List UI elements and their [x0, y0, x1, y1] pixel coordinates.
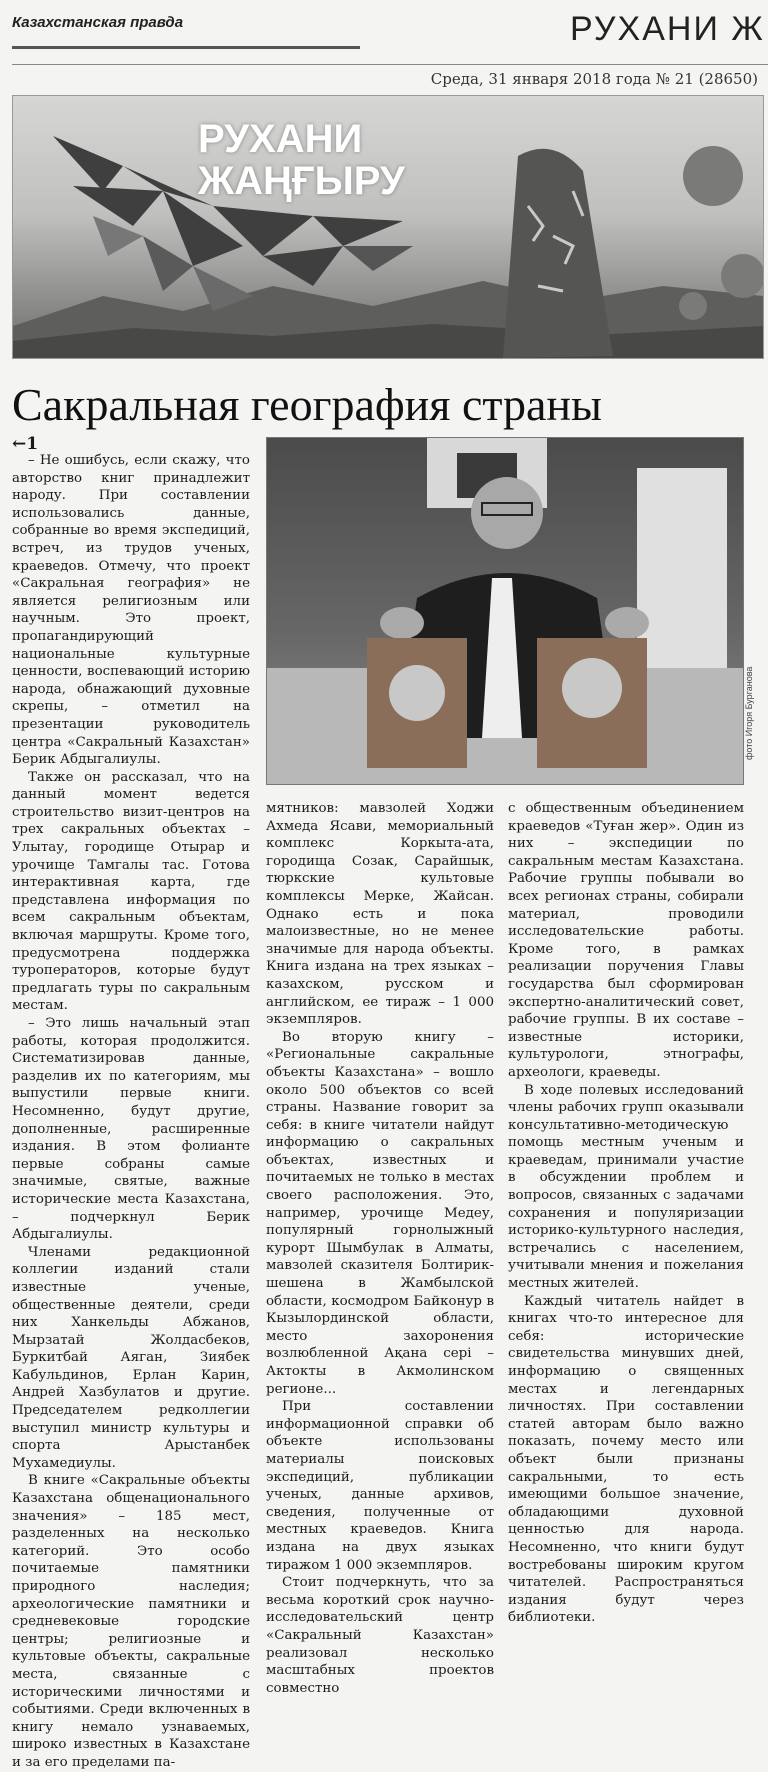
masthead-rule — [12, 46, 360, 49]
section-title: РУХАНИ Ж — [570, 10, 765, 48]
banner-image — [12, 95, 764, 359]
banner-title — [198, 118, 405, 202]
paragraph: Также он рассказал, что на данный момент ведется строительство визит-центров на трех сакральных объектах – Улытау, городище Отырар и урочище Тамгалы тас. Готова интерактивная карта, где представлена информация по всем сакральным объектам, включая маршруты. Кроме того, предусмотрена поддержка туроператоров, которые будут предлагать туры по сакральным местам. — [12, 769, 250, 1014]
dateline: Среда, 31 января 2018 года № 21 (28650) — [430, 70, 758, 88]
presenter-with-books-photo — [267, 438, 743, 784]
banner-title-line1: РУХАНИ — [198, 117, 363, 161]
top-rule — [12, 64, 768, 65]
photo-credit: фото Игоря Бурганова — [744, 666, 754, 760]
continuation-marker: ←1 — [12, 434, 39, 454]
article-column-3 — [508, 800, 744, 1627]
paragraph: с общественным объединением краеведов «Туған жер». Один из них – экспедиции по сакральным местам Казахстана. Рабочие группы побывали во всех регионах страны, собирали материал, проводили исследовательские работы. Кроме того, в рамках реализации поручения Главы государства был сформирован экспертно-аналитический совет, рабочие группы. В их составе – известные историки, культурологи, этнографы, археологи, краеведы. — [508, 801, 744, 1080]
paragraph: Стоит подчеркнуть, что за весьма короткий срок научно-исследовательский центр «Сакральный Казахстан» реализовал несколько масштабных проектов совместно — [266, 1575, 494, 1696]
paragraph: Членами редакционной коллегии изданий стали известные ученые, общественные деятели, среди них Ханкельды Абжанов, Мырзатай Жолдасбеков, Буркитбай Аяган, Зиябек Кабульдинов, Ерлан Карин, Андрей Хазбулатов и другие. Председателем редколлегии выступил министр культуры и спорта Арыстанбек Мухамедиулы. — [12, 1244, 250, 1471]
article-column-1 — [12, 452, 250, 1772]
paragraph: мятников: мавзолей Ходжи Ахмеда Ясави, мемориальный комплекс Коркыта-ата, городища Созак, Сарайшык, тюркские культовые комплексы Мерке, Жайсан. Однако есть и пока малоизвестные, но не менее значимые для народа объекты. Книга издана на трех языках – казахском, русском и английском, ее тираж – 1 000 экземпляров. — [266, 801, 494, 1028]
paragraph: Во вторую книгу – «Региональные сакральные объекты Казахстана» – вошло около 500 объектов со всей страны. Название говорит за себя: в книге читатели найдут информацию о сакральных объектах, известных и почитаемых не только в местах своего расположения. Это, например, урочище Медеу, популярный горнолыжный курорт Шымбулак в Алматы, мавзолей сказителя Болтирик-шешена в Жамбылской области, космодром Байконур в Кызылординской области, место захоронения возлюбленной Ақана сері – Актокты в Акмолинском регионе... — [266, 1029, 494, 1397]
article-headline: Сакральная география страны — [12, 379, 602, 430]
newspaper-name: Казахстанская правда — [12, 14, 184, 31]
paragraph: В ходе полевых исследований члены рабочих групп оказывали консультативно-методическую помощь местным ученым и краеведам, принимали участие в обсуждении проблем и вопросов, связанных с задачами сохранения и популяризации историко-культурного наследия, встречались с населением, учитывали мнения и пожелания местных жителей. — [508, 1082, 744, 1292]
paragraph: Каждый читатель найдет в книгах что-то интересное для себя: исторические свидетельства минувших дней, информацию о священных местах и легендарных личностях. При составлении статей авторам было важно показать, почему место или объект были признаны сакральными, то есть имеющими большое значение, обладающими духовной ценностью для народа. Несомненно, что книги будут востребованы широким кругом читателей. Распространяться издания будут через библиотеки. — [508, 1293, 744, 1626]
paragraph: – Это лишь начальный этап работы, которая продолжится. Систематизировав данные, разделив их по категориям, мы выпустили первые книги. Несомненно, будут другие, дополненные, расширенные издания. В этом фолианте первые собраны самые значимые, святые, важные исторические места Казахстана, – подчеркнул Берик Абдыгалиулы. — [12, 1016, 250, 1243]
article-photo — [266, 437, 744, 785]
paragraph: – Не ошибусь, если скажу, что авторство книг принадлежит народу. При составлении использовались данные, собранные во время экспедиций, встреч, из трудов ученых, краеведов. Отмечу, что проект «Сакральная география» не является религиозным или научным. Это проект, пропагандирующий национальные культурные ценности, воспевающий историю народа, обнажающий духовные скрепы, – отметил на презентации руководитель центра «Сакральный Казахстан» Берик Абдыгалиулы. — [12, 453, 250, 768]
petroglyph-stone-icon — [503, 149, 613, 358]
paragraph: В книге «Сакральные объекты Казахстана общенационального значения» – 185 мест, разделенных на несколько категорий. Это особо почитаемые памятники природного наследия; археологические памятники и средневековые городские центры; религиозные и культовые объекты, сакральные места, связанные с историческими личностями и событиями. Среди включенных в книгу немало узнаваемых, широко известных в Казахстане и за его пределами па- — [12, 1473, 250, 1770]
article-column-2 — [266, 800, 494, 1697]
paragraph: При составлении информационной справки об объекте использованы материалы поисковых экспедиций, публикации ученых, данные архивов, сведения, полученные от местных краеведов. Книга издана на двух языках тиражом 1 000 экземпляров. — [266, 1399, 494, 1573]
banner-title-line2: ЖАҢҒЫРУ — [198, 159, 405, 203]
